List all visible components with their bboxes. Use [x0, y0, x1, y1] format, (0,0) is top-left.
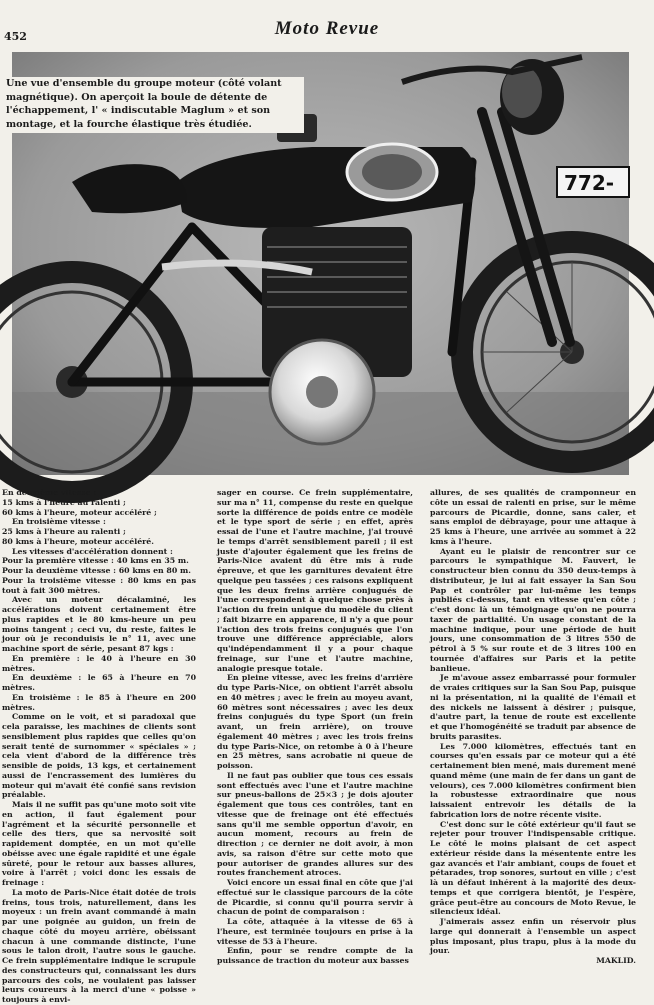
paragraph: Avec un moteur décalaminé, les accélérations doivent certainement être plus rapides et le 80 kms-heure un peu moins tangent ; ceci vu, du reste, faites le jour où je reconduisis le n° 11, avec une machine sport de série, pesant 87 kgs : [2, 595, 196, 653]
page-number: 452 [4, 30, 27, 43]
paragraph: En pleine vitesse, avec les freins d'arrière du type Paris-Nice, on obtient l'arrêt absolu en 40 mètres ; avec le frein au moyeu avant, 60 mètres sont nécessaires ; avec les deux freins conjugués du type Sport (un frein avant, un frein arrière), on trouve également 40 mètres ; avec les trois freins du type Paris-Nice, on retombe à 0 à l'heure en 25 mètres, sans acrobatie ni queue de poisson. [217, 673, 413, 770]
paragraph: 60 kms à l'heure, moteur accéléré ; [2, 507, 157, 517]
paragraph: En première : le 40 à l'heure en 30 mètres. [2, 653, 196, 673]
paragraph: Comme on le voit, et si paradoxal que cela paraisse, les machines de clients sont sensiblement plus rapides que celles qu'on serait tenté de surnommer « spéciales » ; cela vient d'abord de la différence très sensible de poids, 13 kgs, et certainement aussi de l'encrassement des lumières du moteur qui m'avait été confié sans revision préalable. [2, 712, 196, 800]
paragraph: J'aimerais assez enfin un réservoir plus large qui donnerait à l'ensemble un aspect plus imposant, plus trapu, plus à la mode du jour. [430, 917, 636, 956]
paragraph: La moto de Paris-Nice était dotée de trois freins, tous trois, naturellement, dans les moyeux : un frein avant commandé à main par une poignée au guidon, un frein de chaque côté du moyeu arrière, obéissant chacun à une commande distincte, l'une sous le talon droit, l'autre sous le gauche. Ce frein supplémentaire indique le scrupule des constructeurs qui, connaissant les durs parcours des cols, ne voulaient pas laisser leurs coureurs à la merci d'une « poisse » toujours à envi- [2, 887, 196, 1004]
photo-caption: Une vue d'ensemble du groupe moteur (côté volant magnétique). On aperçoit la boule de détente de l'échappement, l' « indiscutable Maglum » et son montage, et la fourche élastique très étudiée. [4, 77, 304, 133]
paragraph: En deuxième : le 65 à l'heure en 70 mètres. [2, 673, 196, 692]
paragraph: Les 7.000 kilomètres, effectués tant en courses qu'en essais par ce moteur qui a été certainement bien mené, mais durement mené quand même (une main de fer dans un gant de velours), ces 7.000 kilomètres confirment bien la robustesse extraordinaire que nous laissaient entrevoir les détails de la fabrication lors de notre récente visite. [430, 741, 636, 819]
paragraph: Pour la première vitesse : 40 kms en 35 m. [2, 556, 189, 566]
article-body [2, 488, 636, 1004]
paragraph: Je m'avoue assez embarrassé pour formuler de vraies critiques sur la San Sou Pap, puisque ni la présentation, ni la qualité de l'émail et des nickels ne laissent à désirer ; puisque, d'autre part, la tenue de route est excellente et que l'homogénéité se traduit par absence de bruits parasites. [430, 673, 636, 741]
paragraph: En troisième vitesse : [12, 517, 106, 527]
paragraph: Voici encore un essai final en côte que j'ai effectué sur le classique parcours de la côte de Picardie, si connu qu'il pourra servir à chacun de point de comparaison : [217, 878, 413, 917]
paragraph: Il ne faut pas oublier que tous ces essais sont effectués avec l'une et l'autre machine sur pneus-ballons de 25×3 ; je dois ajouter également que tous ces contrôles, tant en vitesse que de freinage ont été effectués sans qu'il me semble opportun d'avoir, en aucun moment, recours au frein de direction ; ce dernier ne doit avoir, à mon avis, sa raison d'être sur cette moto que pour autoriser de grandes allures sur des routes franchement atroces. [217, 770, 413, 878]
paragraph: C'est donc sur le côté extérieur qu'il faut se rejeter pour trouver l'indispensable critique. Le côté le moins plaisant de cet aspect extérieur réside dans la mésentente entre les gaz avancés et l'air ambiant, coups de fouet et pétarades, trop sonores, surtout en ville ; c'est là un défaut inhérent à la majorité des deux-temps et que corrigera bientôt, je l'espère, grâce peut-être au concours de Moto Revue, le silencieux idéal. [430, 819, 636, 917]
paragraph: Pour la troisième vitesse : 80 kms en pas tout à fait 300 mètres. [2, 575, 196, 595]
paragraph: Pour la deuxième vitesse : 60 kms en 80 m. [2, 566, 191, 575]
paragraph: allures, de ses qualités de cramponneur en côte un essai de ralenti en prise, sur le même parcours de Picardie, donne, sans caler, et sans emploi de débrayage, pour une attaque à 25 kms à l'heure, une arrivée au sommet à 22 kms à l'heure. [430, 488, 636, 546]
paragraph: Ayant eu le plaisir de rencontrer sur ce parcours le sympathique M. Fauvert, le constructeur bien connu du 350 deux-temps à distributeur, je lui ai fait essayer la San Sou Pap et contrôler par lui-même les temps publiés ci-dessus, tant en vitesse qu'en côte ; c'est donc là un témoignage qu'on ne pourra taxer de partialité. Un usage constant de la machine indique, pour une période de huit jours, une consommation de 3 litres 550 de pétrol à 5 % sur route et de 3 litres 100 en tournée d'affaires sur Paris et la petite banlieue. [430, 546, 636, 673]
masthead: Moto Revue [274, 18, 380, 39]
paragraph: 15 kms à l'heure au ralenti ; [2, 497, 126, 507]
paragraph: sager en course. Ce frein supplémentaire, sur ma n° 11, compense du reste en quelque sorte la différence de poids entre ce modèle et le type sport de série ; en effet, après essai de l'une et l'autre machine, j'ai trouvé le temps d'arrêt sensiblement pareil ; il est juste d'ajouter également que les freins de Paris-Nice avaient dû être mis à rude épreuve, et que les garnitures devaient être quelque peu tassées ; ces raisons expliquent que les deux freins arrière conjugués de l'une correspondent à quelque chose près à l'action du frein unique du modèle du client ; fait bizarre en apparence, il n'y a que pour l'action des trois freins conjugués que l'on trouve une différence appréciable, alors qu'indépendamment il y a pour chaque freinage, sur l'une et l'autre machine, analogie presque totale. [217, 488, 413, 673]
paragraph: La côte, attaquée à la vitesse de 65 à l'heure, est terminée toujours en prise à la vitesse de 53 à l'heure. [217, 917, 413, 946]
paragraph: Enfin, pour se rendre compte de la puissance de traction du moteur aux basses [217, 946, 413, 965]
paragraph: En deuxième vitesse : [2, 488, 97, 497]
paragraph: En troisième : le 85 à l'heure en 200 mètres. [2, 692, 196, 712]
paragraph: 80 kms à l'heure, moteur accéléré. [2, 536, 154, 546]
text-column-2 [217, 488, 413, 966]
paragraph: Les vitesses d'accélération donnent : [12, 546, 173, 556]
paragraph: 25 kms à l'heure au ralenti ; [2, 527, 126, 536]
author-signature: MAKLID. [596, 956, 636, 965]
paragraph: Mais il ne suffit pas qu'une moto soit vite en action, il faut également pour l'agrément et la sécurité personnelle et celle des tiers, que sa nervosité soit rapidement domptée, en un mot qu'elle obéisse avec une égale rapidité et une égale sûreté, pour le retour aux basses allures, voire à l'arrêt ; voici donc les essais de freinage : [2, 800, 196, 887]
text-column-3 [430, 488, 636, 966]
number-plate-text: 772- [564, 171, 615, 195]
text-column-1 [2, 488, 196, 1005]
